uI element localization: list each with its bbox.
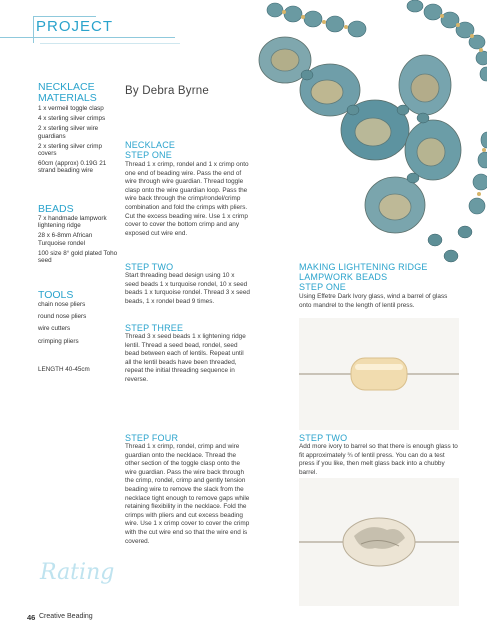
step-three-heading: STEP THREE (125, 323, 184, 333)
header-rule (0, 37, 175, 38)
chubby-barrel-photo (299, 478, 459, 606)
lampwork-step-one-text: Using Effetre Dark Ivory glass, wind a barrel of glass onto mandrel to the length of lentil press. (299, 293, 448, 309)
tools-list (38, 301, 118, 345)
lampwork-heading-2: LAMPWORK BEADS (299, 272, 388, 282)
step-one-heading: STEP ONE (125, 150, 172, 160)
lampwork-heading: MAKING LIGHTENING RIDGE (299, 262, 428, 272)
necklace-photo (255, 0, 487, 290)
step-three-text: Thread 3 x seed beads 1 x lightening ridge lentil. Thread a seed bead, rondel, seed bead between each of lentils. Repeat until all the lentil beads have been threaded, repeat the initial threading sequence in reverse. (125, 333, 246, 383)
length-note: LENGTH 40-45cm (38, 366, 90, 373)
list-item: crimping pliers (38, 337, 79, 345)
section-header: PROJECT (36, 18, 114, 35)
lampwork-step-one-heading: STEP ONE (299, 282, 346, 292)
list-item: 2 x sterling silver wire guardians (38, 125, 99, 140)
list-item: 60cm (approx) 0.19G 21 strand beading wire (38, 160, 107, 175)
beads-title: BEADS (38, 203, 74, 215)
lampwork-step-two-text: Add more ivory to barrel so that there is enough glass to fit approximately ¾ of lentil press. You can do a test press if you like, then melt glass back into a chubby barrel. (299, 443, 458, 476)
header-rule-secondary (40, 43, 180, 44)
step-four-heading: STEP FOUR (125, 433, 179, 443)
byline: By Debra Byrne (125, 85, 209, 97)
list-item: 100 size 8° gold plated Toho seed (38, 249, 118, 265)
materials-list (38, 105, 116, 175)
step-two-text: Start threading bead design using 10 x seed beads 1 x turquoise rondel, 10 x seed beads 1 x turquoise rondel. Thread 3 x seed beads, 1 x rondel bead 9 times. (125, 272, 250, 305)
ivory-barrel-photo (299, 318, 459, 430)
step-one-text: Thread 1 x crimp, rondel and 1 x crimp onto one end of beading wire. Pass the end of wire through wire guardian. Thread toggle clasp onto the wire guardian loop. Pass the wire back through the crimp/rondel/crimp combination and fold the crimps with pliers. Cut the excess beading wire. Use 1 x crimp cover to cover the bottom crimp and any exposed cut wire end. (125, 161, 249, 237)
tools-title: TOOLS (38, 289, 74, 301)
list-item: 2 x sterling silver crimp covers (38, 142, 103, 158)
materials-title: NECKLACE MATERIALS (38, 81, 97, 104)
step-two-heading: STEP TWO (125, 262, 174, 272)
list-item: 1 x vermeil toggle clasp (38, 105, 104, 112)
list-item: wire cutters (38, 325, 71, 333)
list-item: chain nose pliers (38, 301, 86, 308)
publication-name: Creative Beading (39, 613, 93, 620)
list-item: 4 x sterling silver crimps (38, 115, 106, 123)
necklace-heading: NECKLACE (125, 140, 176, 150)
step-four-text: Thread 1 x crimp, rondel, crimp and wire guardian onto the necklace. Thread the other section of the toggle clasp onto the wire guardian. Pass the wire back through the crimp, rondel, crimp and gently tension beading wire to remove the slack from the necklace tight enough to remove gaps while retaining flexibility in the necklace. Fold the crimps with pliers and cut excess beading wire. Use 1 x crimp cover to cover the crimp with the cut wire end so that the wire end is covered. (125, 443, 250, 545)
list-item: 7 x handmade lampwork lightening ridge (38, 215, 107, 230)
list-item: round nose pliers (38, 313, 87, 321)
page-number: 46 (27, 613, 36, 622)
lampwork-step-two-heading: STEP TWO (299, 433, 348, 443)
list-item: 28 x 6-8mm African Turquoise rondel (38, 232, 93, 247)
rating-label: Rating (40, 560, 115, 585)
beads-list (38, 215, 118, 264)
